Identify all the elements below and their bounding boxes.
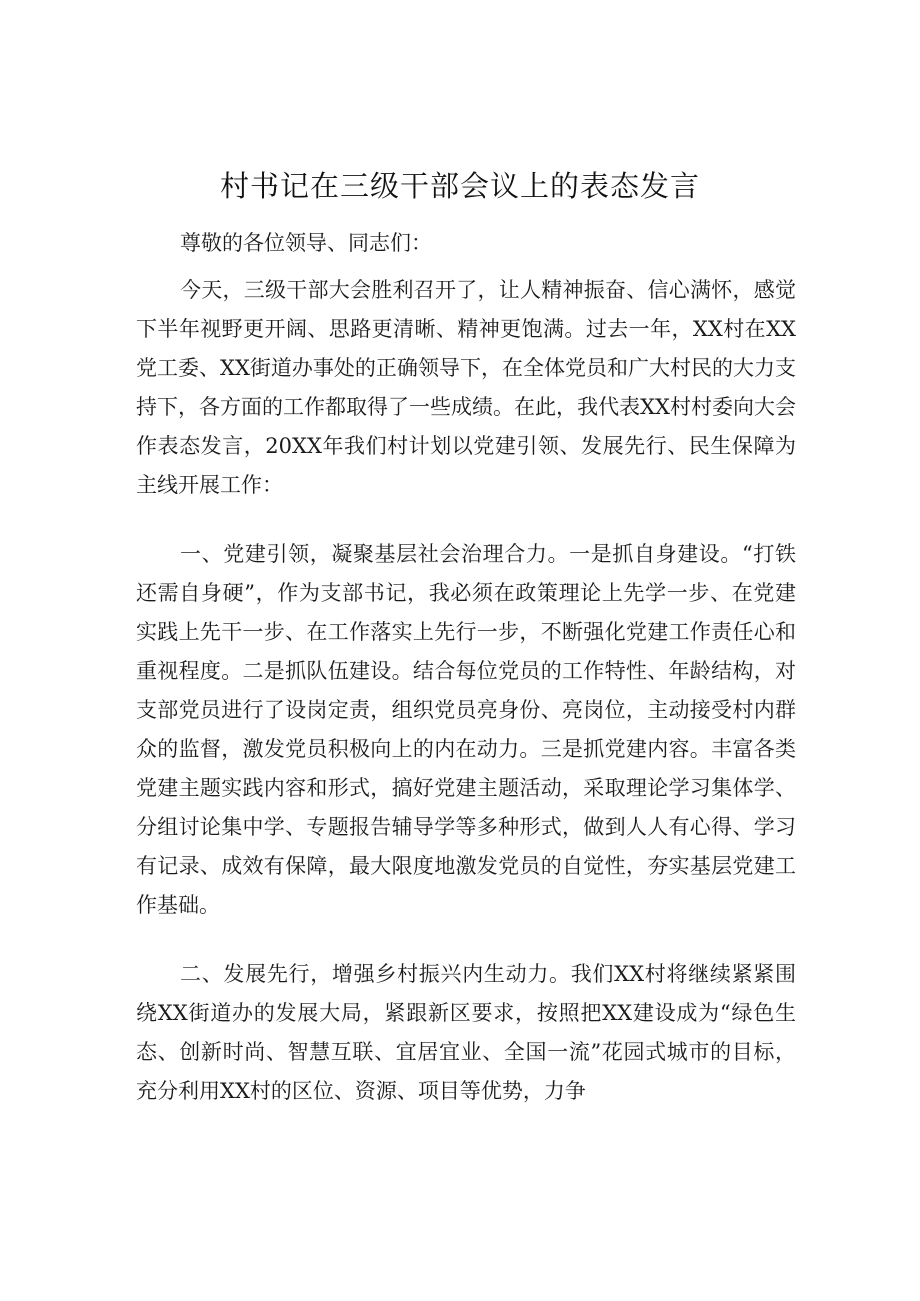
salutation: 尊敬的各位领导、同志们：: [180, 231, 432, 255]
paragraph-party-building: 一、党建引领，凝聚基层社会治理合力。一是抓自身建设。“打铁还需自身硬”，作为支部书记，我必须在政策理论上先学一步、在党建实践上先干一步、在工作落实上先行一步，不断强化党建工作责任心和重视程度。二是抓队伍建设。结合每位党员的工作特性、年龄结构，对支部党员进行了设岗定责，组织党员亮身份、亮岗位，主动接受村内群众的监督，激发党员积极向上的内在动力。三是抓党建内容。丰富各类党建主题实践内容和形式，搞好党建主题活动，采取理论学习集体学、分组讨论集中学、专题报告辅导学等多种形式，做到人人有心得、学习有记录、成效有保障，最大限度地激发党员的自觉性，夯实基层党建工作基础。: [136, 542, 796, 917]
paragraph-intro: 今天，三级干部大会胜利召开了，让人精神振奋、信心满怀，感觉下半年视野更开阔、思路更清晰、精神更饱满。过去一年，XX村在XX党工委、XX街道办事处的正确领导下，在全体党员和广大村民的大力支持下，各方面的工作都取得了一些成绩。在此，我代表XX村村委向大会作表态发言，20XX年我们村计划以党建引领、发展先行、民生保障为主线开展工作：: [136, 278, 796, 497]
paragraph-development: 二、发展先行，增强乡村振兴内生动力。我们XX村将继续紧紧围绕XX街道办的发展大局，紧跟新区要求，按照把XX建设成为“绿色生态、创新时尚、智慧互联、宜居宜业、全国一流”花园式城市的目标，充分利用XX村的区位、资源、项目等优势，力争: [136, 962, 796, 1103]
document-title: 村书记在三级干部会议上的表态发言: [219, 169, 700, 203]
